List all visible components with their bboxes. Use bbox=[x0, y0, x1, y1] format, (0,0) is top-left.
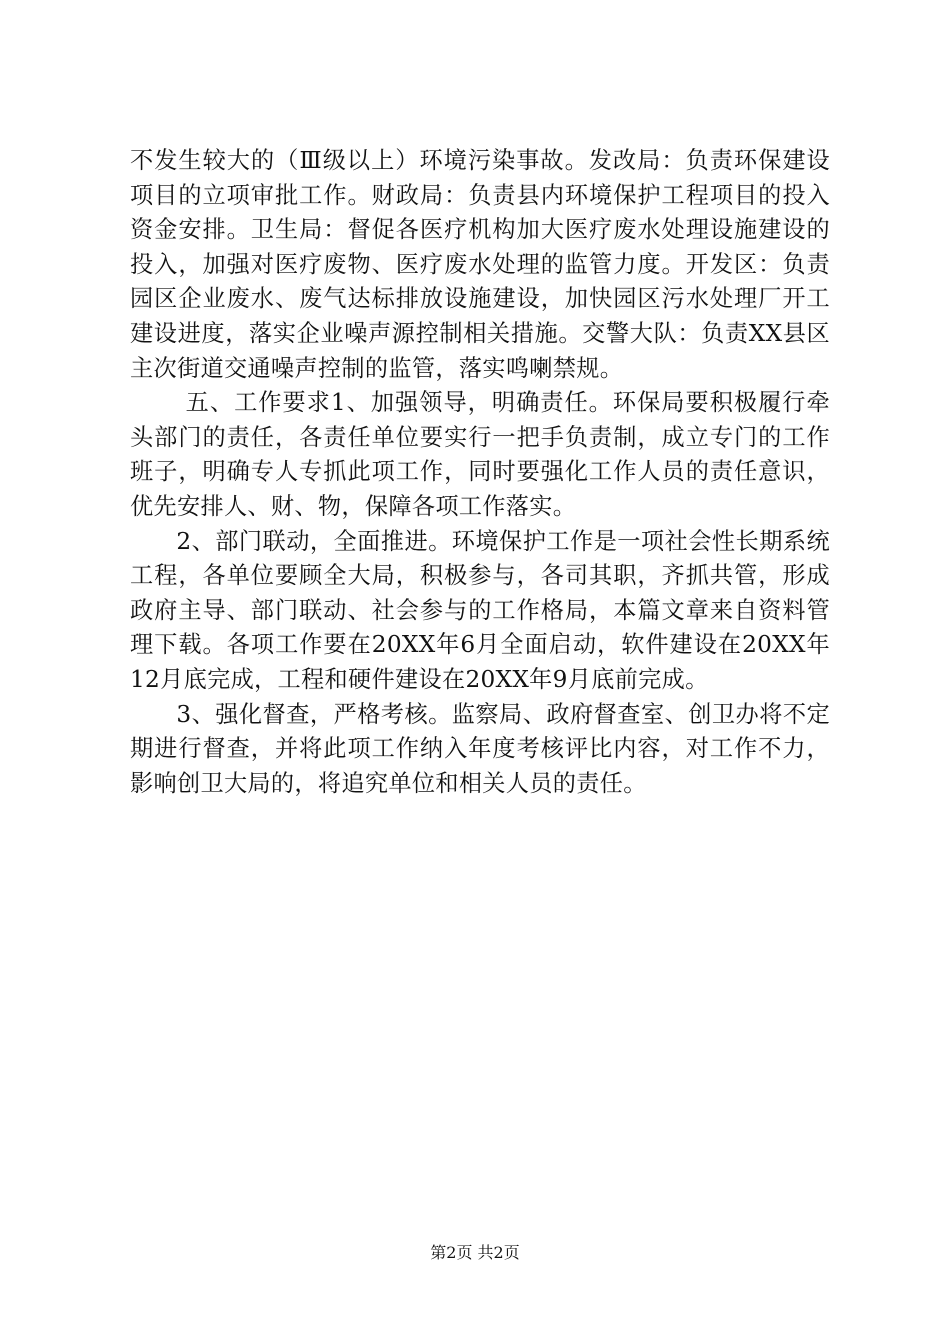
paragraph-4 bbox=[130, 698, 830, 802]
paragraph-1-text: 不发生较大的（Ⅲ级以上）环境污染事故。发改局：负责环保建设项目的立项审批工作。财政局：负责县内环境保护工程项目的投入资金安排。卫生局：督促各医疗机构加大医疗废水处理设施建设的投入，加强对医疗废物、医疗废水处理的监管力度。开发区：负责园区企业废水、废气达标排放设施建设，加快园区污水处理厂开工建设进度，落实企业噪声源控制相关措施。交警大队：负责XX县区主次街道交通噪声控制的监管，落实鸣喇禁规。 bbox=[130, 147, 830, 382]
paragraph-3-text: 2、部门联动，全面推进。环境保护工作是一项社会性长期系统工程，各单位要顾全大局，积极参与，各司其职，齐抓共管，形成政府主导、部门联动、社会参与的工作格局，本篇文章来自资料管理下载。各项工作要在20XX年6月全面启动，软件建设在20XX年12月底完成，工程和硬件建设在20XX年9月底前完成。 bbox=[130, 527, 830, 693]
paragraph-2-text: 五、工作要求1、加强领导，明确责任。环保局要积极履行牵头部门的责任，各责任单位要实行一把手负责制，成立专门的工作班子，明确专人专抓此项工作，同时要强化工作人员的责任意识，优先安排人、财、物，保障各项工作落实。 bbox=[130, 389, 830, 520]
paragraph-2 bbox=[130, 386, 830, 524]
page-number-label: 第2页 共2页 bbox=[430, 1243, 520, 1262]
paragraph-4-text: 3、强化督查，严格考核。监察局、政府督查室、创卫办将不定期进行督查，并将此项工作纳入年度考核评比内容，对工作不力，影响创卫大局的，将追究单位和相关人员的责任。 bbox=[130, 700, 830, 797]
document-body bbox=[130, 144, 830, 801]
paragraph-3 bbox=[130, 525, 830, 698]
page-footer bbox=[0, 1243, 950, 1263]
paragraph-1 bbox=[130, 144, 830, 386]
